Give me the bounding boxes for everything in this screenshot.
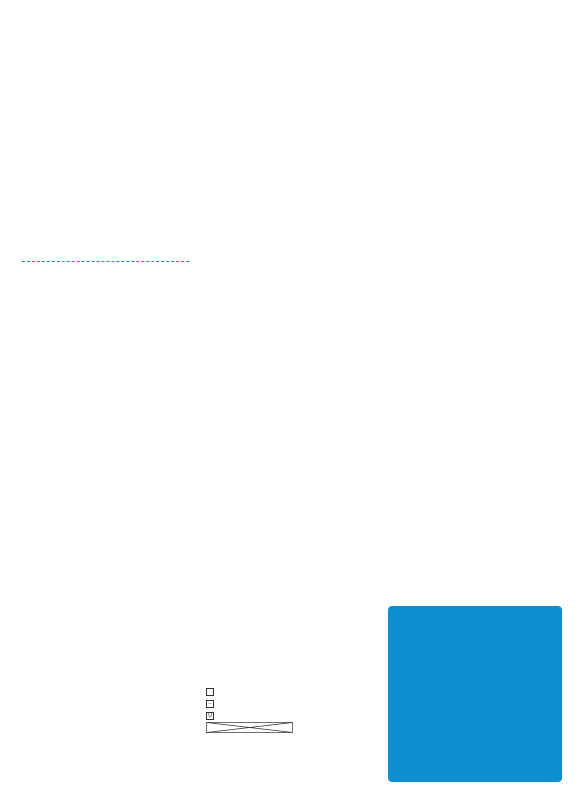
legend-purl bbox=[206, 700, 218, 709]
yarnover-symbol: U bbox=[206, 712, 214, 720]
knit-symbol bbox=[206, 688, 214, 696]
abbreviations-box bbox=[388, 606, 562, 782]
legend-yo bbox=[206, 712, 218, 721]
pattern-diagram bbox=[388, 44, 582, 584]
title-divider bbox=[22, 261, 189, 262]
purl-symbol: – bbox=[206, 700, 214, 708]
cable-symbol bbox=[206, 722, 296, 734]
legend-knit bbox=[206, 688, 218, 697]
scarf-diagram bbox=[205, 310, 385, 670]
